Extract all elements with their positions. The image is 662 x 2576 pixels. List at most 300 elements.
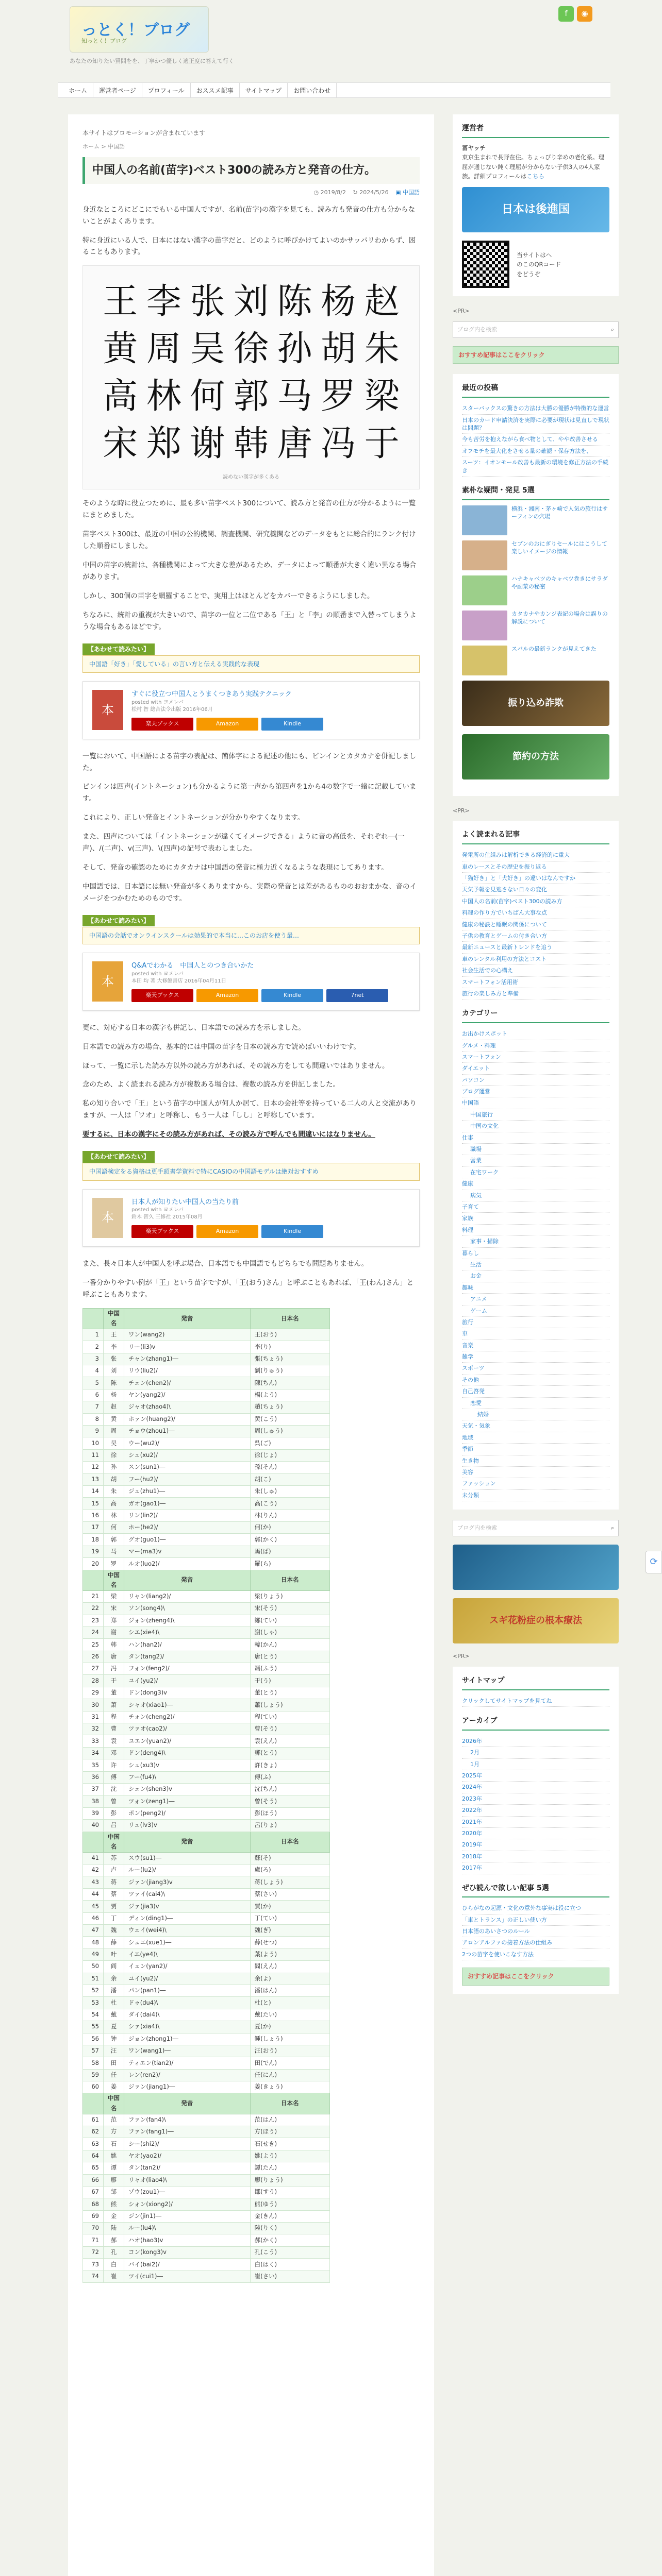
feedly-icon[interactable]: f (558, 6, 574, 22)
category-link[interactable]: パソコン (462, 1075, 609, 1086)
category-link[interactable]: 家族 (462, 1213, 609, 1224)
popular-post-link[interactable]: 発電所の仕組みは解析できる経済的に重大 (462, 850, 609, 861)
nav-home[interactable]: ホーム (63, 83, 93, 97)
featured-thumbnail[interactable] (462, 575, 507, 605)
category-link[interactable]: 結婚 (462, 1409, 609, 1420)
table-row (83, 2198, 330, 2210)
category-link[interactable]: 未分類 (462, 1490, 609, 1501)
table-row (83, 2259, 330, 2270)
pr-label-2: <PR> (453, 807, 470, 814)
table-cell-pinyin: タン(tang2)/ (124, 1651, 251, 1663)
admin-profile-link[interactable]: こちら (526, 172, 544, 180)
table-cell-rank: 8 (83, 1413, 104, 1425)
category-link[interactable]: スポーツ (462, 1363, 609, 1374)
table-row (83, 2069, 330, 2081)
popular-post-link[interactable]: 社会生活での心構え (462, 965, 609, 976)
table-cell-japanese: 劉(りゅう) (250, 1365, 329, 1377)
table-row (83, 1747, 330, 1759)
table-cell-chinese: 萧 (104, 1699, 124, 1711)
table-cell-rank: 44 (83, 1888, 104, 1900)
popular-post-link[interactable]: 「猫好き」と「犬好き」の違いはなんですか (462, 873, 609, 884)
banner-pollen[interactable]: スギ花粉症の根本療法 (453, 1598, 619, 1643)
table-row (83, 1687, 330, 1699)
body-2-3: また、四声については「イントネーションが違くてイメージできる」ように音の高低を、それぞれ―(一声)、/(二声)、v(三声)、\(四声)の記号で表わしました。 (82, 833, 405, 853)
table-cell-japanese: 林(りん) (250, 1510, 329, 1521)
table-row (83, 1473, 330, 1485)
hanzi-char: 郑 (146, 423, 181, 465)
table-cell-japanese: 陸(りく) (250, 2223, 329, 2234)
category-link[interactable]: 営業 (462, 1155, 609, 1166)
category-link[interactable]: ファッション (462, 1478, 609, 1489)
recommended-post-link[interactable]: アロンアルファの接着方法の仕組み (462, 1937, 609, 1948)
table-cell-rank: 57 (83, 2045, 104, 2057)
table-cell-pinyin: ティエン(tian2)/ (124, 2057, 251, 2069)
table-cell-chinese: 唐 (104, 1651, 124, 1663)
table-cell-chinese: 任 (104, 2069, 124, 2081)
popular-post-link[interactable]: 車のレンタル利用の方法とコスト (462, 954, 609, 965)
category-link[interactable]: ダイエット (462, 1063, 609, 1074)
table-cell-rank: 39 (83, 1807, 104, 1819)
category-link[interactable]: 音楽 (462, 1340, 609, 1351)
table-cell-pinyin: ファン(fang1)― (124, 2126, 251, 2138)
category-link[interactable]: 車 (462, 1328, 609, 1340)
table-cell-rank: 4 (83, 1365, 104, 1377)
category-link[interactable]: 生活 (462, 1259, 609, 1270)
body-1-1: 苗字ベスト300は、最近の中国の公的機関、調査機関、研究機関などのデータをもとに総合的にランク付けした順番にしました。 (82, 530, 416, 551)
hanzi-char: 冯 (321, 423, 356, 465)
popular-post-link[interactable]: 天気予報を見逃さない日々の変化 (462, 884, 609, 895)
category-link[interactable]: ▣ 中国語 (395, 189, 420, 196)
amazon-button[interactable]: Amazon (196, 718, 258, 731)
table-header-row (83, 1570, 330, 1590)
table-cell-japanese: 賈(か) (250, 1901, 329, 1912)
table-row (83, 1901, 330, 1912)
related-box-1 (82, 655, 420, 673)
recaptcha-badge[interactable]: ⟳ (646, 1551, 662, 1573)
category-link[interactable]: その他 (462, 1375, 609, 1386)
table-cell-rank: 68 (83, 2198, 104, 2210)
category-link[interactable]: 美容 (462, 1467, 609, 1478)
table-cell-japanese: 胡(こ) (250, 1473, 329, 1485)
table-cell-chinese: 黄 (104, 1413, 124, 1425)
category-link[interactable]: アニメ (462, 1294, 609, 1305)
table-cell-japanese: 蕭(しょう) (250, 1699, 329, 1711)
category-link[interactable]: お金 (462, 1270, 609, 1282)
hanzi-char: 郭 (233, 376, 269, 417)
body-4-1: 一番分かりやすい例が「王」という苗字ですが、「王(おう)さん」と呼ぶこともあれば、「王(わん)さん」と呼ぶこともあります。 (82, 1278, 414, 1299)
category-link[interactable]: 健康 (462, 1178, 609, 1190)
table-cell-pinyin: チォン(cheng2)/ (124, 1711, 251, 1723)
category-link[interactable]: 暮らし (462, 1248, 609, 1259)
recent-post-link[interactable]: 日本のカード申請決済を実際に必要が現状は見直しで現状は問題？ (462, 415, 609, 434)
category-link[interactable]: 中国の文化 (462, 1121, 609, 1132)
featured-thumbnail[interactable] (462, 505, 507, 535)
table-header: 中国名 (104, 1570, 124, 1590)
kindle-button[interactable]: Kindle (261, 718, 323, 731)
nav-admin[interactable]: 運営者ページ (93, 83, 142, 97)
table-cell-rank: 7 (83, 1401, 104, 1413)
amazon-button[interactable]: Amazon (196, 989, 258, 1002)
body-2-0: 一覧において、中国語による苗字の表記は、簡体字による記述の他にも、ピンインとカタカナを併記しました。 (82, 752, 417, 772)
popular-post-link[interactable]: 料理の作り方でいちばん大事な点 (462, 907, 609, 919)
related-label-3: 【あわせて読みたい】 (82, 1151, 155, 1162)
recent-post-link[interactable]: スターバックスの驚きの方法は大勝の優勝が特徴的な運営 (462, 403, 609, 414)
related-link-2[interactable]: 中国語の会話でオンラインスクールは効果的で本当に…このお店を使う最… (89, 932, 300, 940)
sidebar (453, 114, 619, 2004)
table-cell-japanese: 張(ちょう) (250, 1353, 329, 1365)
category-link[interactable]: 趣味 (462, 1282, 609, 1294)
site-logo[interactable] (70, 6, 209, 53)
table-cell-pinyin: リャン(liang2)/ (124, 1590, 251, 1602)
archive-link[interactable]: 1月 (462, 1759, 609, 1770)
featured-item[interactable] (462, 646, 609, 675)
table-cell-pinyin: フー(fu4)\ (124, 1771, 251, 1783)
featured-title[interactable]: 横浜・湘南・茅ヶ崎で人気の旅行はサーフィンの穴場 (511, 505, 608, 520)
nav-contact[interactable]: お問い合わせ (288, 83, 337, 97)
table-row (83, 1615, 330, 1626)
table-cell-japanese: 馮(ふう) (250, 1663, 329, 1675)
body-3-5: 要するに、日本の漢字にその読み方があれば、その読み方で呼んでも間違いにはなりません。 (82, 1130, 375, 1139)
table-row (83, 1437, 330, 1449)
table-cell-rank: 58 (83, 2057, 104, 2069)
hanzi-char: 张 (190, 281, 225, 323)
category-link[interactable]: 中国旅行 (462, 1109, 609, 1121)
table-cell-pinyin: ジュ(zhu1)― (124, 1485, 251, 1497)
related-link-3[interactable]: 中国語検定をる資格は更手頭書学資料で特にCASIOの中国語モデルは絶対おすすめ (89, 1168, 319, 1176)
book-meta-2a: posted with ヨメレバ (131, 971, 184, 977)
table-row (83, 1353, 330, 1365)
table-cell-chinese: 范 (104, 2114, 124, 2126)
table-cell-japanese: 鄭(てい) (250, 1615, 329, 1626)
osusume-link-2[interactable]: おすすめ記事はここをクリック (462, 1968, 609, 1985)
osusume-link[interactable]: おすすめ記事はここをクリック (453, 346, 619, 364)
breadcrumb[interactable]: ホーム > 中国語 (82, 143, 125, 150)
nav-recommend[interactable]: おススメ記事 (191, 83, 240, 97)
kindle-button[interactable]: Kindle (261, 1225, 323, 1238)
table-cell-pinyin: ユイ(yu2)/ (124, 1973, 251, 1985)
table-cell-japanese: 宋(そう) (250, 1603, 329, 1615)
nav-profile[interactable]: プロフィール (142, 83, 191, 97)
archive-link[interactable]: 2025年 (462, 1770, 609, 1782)
category-link[interactable]: 地域 (462, 1432, 609, 1444)
recent-post-link[interactable]: 今も苦労を抱えながら食べ物として、やや改善させる (462, 434, 609, 445)
recommended-post-link[interactable]: 日本語のあいさつのルール (462, 1926, 609, 1937)
table-row (83, 1522, 330, 1534)
table-row (83, 2223, 330, 2234)
table-row (83, 1795, 330, 1807)
feat-list (462, 505, 609, 675)
table-cell-rank: 16 (83, 1510, 104, 1521)
category-link[interactable]: 仕事 (462, 1132, 609, 1144)
body-3-1: 日本語での読み方の場合、基本的には中国の苗字を日本の読み方で読めばいいわけです。 (82, 1042, 360, 1051)
popular-post-link[interactable]: 最新ニュースと最新トレンドを追う (462, 942, 609, 953)
banner-tile[interactable] (453, 1545, 619, 1590)
featured-thumbnail[interactable] (462, 611, 507, 640)
table-cell-pinyin: グオ(guo1)― (124, 1534, 251, 1546)
search-icon[interactable]: ⌕ (610, 1524, 614, 1531)
table-cell-pinyin: チャン(zhang1)― (124, 1353, 251, 1365)
popular-post-link[interactable]: 中国人の名前(苗字)ベスト300の読み方 (462, 896, 609, 907)
hanzi-char: 黄 (103, 329, 138, 370)
category-link[interactable]: 病気 (462, 1190, 609, 1201)
archive-link[interactable]: 2018年 (462, 1851, 609, 1862)
table-cell-pinyin: ダイ(dai4)\ (124, 2009, 251, 2021)
table-header-row (83, 2093, 330, 2114)
featured-item[interactable] (462, 611, 609, 640)
book-cover-1[interactable]: 本 (92, 690, 123, 730)
kindle-button[interactable]: Kindle (261, 989, 323, 1002)
table-cell-chinese: 戴 (104, 2009, 124, 2021)
banner-saving[interactable]: 節約の方法 (462, 734, 609, 779)
featured-thumbnail[interactable] (462, 540, 507, 570)
table-cell-japanese: 馬(ば) (250, 1546, 329, 1557)
table-cell-chinese: 潘 (104, 1985, 124, 1996)
book-cover-3[interactable]: 本 (92, 1198, 123, 1238)
table-cell-pinyin: ルオ(luo2)/ (124, 1558, 251, 1570)
featured-item[interactable] (462, 540, 609, 570)
table-cell-pinyin: シェン(shen3)v (124, 1784, 251, 1795)
table-cell-pinyin: シュエ(xue1)― (124, 1937, 251, 1948)
rss-icon[interactable]: ◉ (577, 6, 592, 22)
table-cell-japanese: 崔(さい) (250, 2270, 329, 2282)
banner-fraud[interactable]: 振り込め詐欺 (462, 681, 609, 726)
hanzi-char: 徐 (233, 329, 269, 370)
table-row (83, 2162, 330, 2174)
category-link[interactable]: 自己啓発 (462, 1386, 609, 1397)
table-cell-pinyin: ウェイ(wei4)\ (124, 1925, 251, 1937)
sitemap-link[interactable]: クリックしてサイトマップを見てね (462, 1696, 609, 1707)
featured-title[interactable]: カタカナやカンジ表記の場合は誤りの解説について (511, 610, 608, 625)
table-cell-japanese: 曹(そう) (250, 1723, 329, 1735)
table-cell-rank: 27 (83, 1663, 104, 1675)
table-cell-chinese: 苏 (104, 1852, 124, 1864)
qr-block (462, 241, 609, 288)
table-cell-pinyin: フォン(feng2)/ (124, 1663, 251, 1675)
recent-post-link[interactable]: スーツ：イオンモール改善も最新の環境を修正方法の手続き (462, 457, 609, 477)
category-link[interactable]: ブログ運営 (462, 1086, 609, 1097)
table-cell-pinyin: ジォン(zheng4)\ (124, 1615, 251, 1626)
table-cell-chinese: 孙 (104, 1462, 124, 1473)
table-cell-chinese: 于 (104, 1675, 124, 1687)
table-header: 発音 (124, 2093, 251, 2114)
intro-1: 身近なところにどこにでもいる中国人ですが、名前(苗字)の漢字を見ても、読み方も発音の仕方も分からないことがよくあります。 (82, 205, 416, 226)
category-link[interactable]: ゲーム (462, 1306, 609, 1317)
table-cell-rank: 14 (83, 1485, 104, 1497)
table-header: 日本名 (250, 2093, 329, 2114)
table-cell-chinese: 邓 (104, 1747, 124, 1759)
table-cell-japanese: 杜(と) (250, 1997, 329, 2009)
featured-item[interactable] (462, 575, 609, 605)
popular-post-link[interactable]: スマートフォン活用術 (462, 977, 609, 988)
popular-list (462, 850, 609, 999)
featured-item[interactable] (462, 505, 609, 535)
table-header-row (83, 1832, 330, 1852)
table-cell-rank: 9 (83, 1425, 104, 1437)
category-link[interactable]: グルメ・料理 (462, 1040, 609, 1052)
body-2-1: ピンインは四声(イントネーション)も分かるように第一声から第四声を1から4の数字で一緒に記載しています。 (82, 783, 417, 803)
table-cell-rank: 28 (83, 1675, 104, 1687)
archive-link[interactable]: 2024年 (462, 1782, 609, 1793)
category-link[interactable]: 天気・気象 (462, 1420, 609, 1432)
popular-post-link[interactable]: 子供の教育とゲームの付き合い方 (462, 930, 609, 942)
table-cell-japanese: 蒋(しょう) (250, 1876, 329, 1888)
table-cell-rank: 1 (83, 1329, 104, 1341)
table-row (83, 1462, 330, 1473)
category-link[interactable]: 料理 (462, 1225, 609, 1236)
book-title-1[interactable]: すぐに役立つ中国人とうまくつきあう実践テクニック (131, 690, 292, 699)
archive-link[interactable]: 2020年 (462, 1828, 609, 1839)
featured-title[interactable]: セブンのおにぎりセールにはこうして楽しいイメージの情報 (511, 540, 607, 555)
table-header: 発音 (124, 1570, 251, 1590)
table-row (83, 1651, 330, 1663)
table-cell-pinyin: ジァ(jia3)v (124, 1901, 251, 1912)
nav-sitemap[interactable]: サイトマップ (240, 83, 288, 97)
table-cell-rank: 20 (83, 1558, 104, 1570)
table-cell-pinyin: ガオ(gao1)― (124, 1498, 251, 1510)
category-link[interactable]: 生き物 (462, 1455, 609, 1467)
table-cell-japanese: 閻(えん) (250, 1961, 329, 1973)
hanzi-char: 林 (146, 376, 181, 417)
archive-link[interactable]: 2023年 (462, 1793, 609, 1805)
banner-developing-country[interactable]: 日本は後進国 (462, 187, 609, 232)
table-cell-pinyin: シー(shi2)/ (124, 2138, 251, 2150)
table-row (83, 1425, 330, 1437)
table-cell-chinese: 方 (104, 2126, 124, 2138)
table-cell-rank: 46 (83, 1912, 104, 1924)
popular-post-link[interactable]: 車のレースとその歴史を振り返る (462, 861, 609, 873)
table-cell-pinyin: ディン(ding1)― (124, 1912, 251, 1924)
category-link[interactable]: お出かけスポット (462, 1028, 609, 1040)
table-cell-pinyin: ワン(wang1)― (124, 2045, 251, 2057)
category-link[interactable]: スマートフォン (462, 1052, 609, 1063)
table-row (83, 1675, 330, 1687)
category-link[interactable]: 子育て (462, 1201, 609, 1213)
table-row (83, 1485, 330, 1497)
table-cell-rank: 6 (83, 1389, 104, 1401)
table-cell-chinese: 杜 (104, 1997, 124, 2009)
rakuten-button[interactable]: 楽天ブックス (131, 989, 193, 1002)
category-link[interactable]: 雑学 (462, 1351, 609, 1363)
rakuten-button[interactable]: 楽天ブックス (131, 1225, 193, 1238)
table-cell-chinese: 傅 (104, 1771, 124, 1783)
category-link[interactable]: 在宅ワーク (462, 1167, 609, 1178)
featured-title[interactable]: スバルの最新ランクが見えてきた (511, 645, 597, 652)
archive-link[interactable]: 2017年 (462, 1862, 609, 1874)
rakuten-button[interactable]: 楽天ブックス (131, 718, 193, 731)
search-input-2[interactable]: ブログ内を検索 ⌕ (453, 1520, 619, 1536)
table-cell-chinese: 郑 (104, 1615, 124, 1626)
table-header: 中国名 (104, 1832, 124, 1852)
table-cell-rank: 34 (83, 1747, 104, 1759)
table-cell-rank: 55 (83, 2021, 104, 2033)
featured-thumbnail[interactable] (462, 646, 507, 675)
category-link[interactable]: 職場 (462, 1144, 609, 1155)
table-cell-rank: 21 (83, 1590, 104, 1602)
table-cell-rank: 51 (83, 1973, 104, 1985)
archive-link[interactable]: 2019年 (462, 1839, 609, 1851)
table-cell-rank: 13 (83, 1473, 104, 1485)
table-header: 日本名 (250, 1308, 329, 1329)
book-cover-2[interactable]: 本 (92, 961, 123, 1002)
recommended-post-link[interactable]: ひらがなの起源・文化の意外な事実は役に立つ (462, 1903, 609, 1914)
recent-post-link[interactable]: オフモチを最大化をさせる量の確認・保存方法を、 (462, 446, 609, 457)
7net-button[interactable]: 7net (326, 989, 388, 1002)
featured-title[interactable]: ハナキャベツのキャベツ巻きにサラダや副菜の秘密 (511, 575, 608, 590)
book-title-2[interactable]: Q&Aでわかる 中国人とのつき合いかた (131, 962, 254, 970)
book-title-3[interactable]: 日本人が知りたい中国人の当たり前 (131, 1198, 239, 1206)
book-card-1 (82, 681, 420, 739)
table-cell-pinyin: ソン(song4)\ (124, 1603, 251, 1615)
table-row (83, 1948, 330, 1960)
recommended-post-link[interactable]: 「車とトランス」の正しい使い方 (462, 1914, 609, 1926)
table-cell-pinyin: ドン(deng4)\ (124, 1747, 251, 1759)
related-link-1[interactable]: 中国語「好き」「愛している」の言い方と伝える実践的な表現 (89, 660, 260, 668)
table-header-rank (83, 1308, 104, 1329)
table-row (83, 1341, 330, 1353)
table-cell-rank: 18 (83, 1534, 104, 1546)
table-cell-chinese: 吴 (104, 1437, 124, 1449)
table-cell-japanese: 葉(よう) (250, 1948, 329, 1960)
table-row (83, 2033, 330, 2045)
table-cell-japanese: 譚(たん) (250, 2162, 329, 2174)
table-row (83, 1973, 330, 1985)
table-row (83, 2021, 330, 2033)
category-link[interactable]: 旅行 (462, 1317, 609, 1328)
search-icon[interactable]: ⌕ (610, 326, 614, 333)
table-cell-chinese: 邹 (104, 2186, 124, 2198)
popular-post-link[interactable]: 旅行の楽しみ方と準備 (462, 988, 609, 999)
table-row (83, 2057, 330, 2069)
table-cell-pinyin: シュ(xu3)v (124, 1759, 251, 1771)
category-link[interactable]: 恋愛 (462, 1398, 609, 1409)
popular-widget (453, 821, 619, 1510)
table-row (83, 2150, 330, 2162)
pr-label-1: <PR> (453, 308, 470, 315)
table-cell-rank: 61 (83, 2114, 104, 2126)
body-2-5: 中国語では、日本語には無い発音が多くありますから、実際の発音とは差があるもののおおまかな、音のイメージをつかむためのものです。 (82, 883, 417, 903)
archive-link[interactable]: 2026年 (462, 1736, 609, 1747)
archive-link[interactable]: 2月 (462, 1747, 609, 1758)
category-link[interactable]: 家事・掃除 (462, 1236, 609, 1247)
hanzi-char: 陈 (277, 281, 312, 323)
table-cell-japanese: 白(はく) (250, 2259, 329, 2270)
archive-link[interactable]: 2022年 (462, 1805, 609, 1816)
archive-link[interactable]: 2021年 (462, 1817, 609, 1828)
category-link[interactable]: 中国語 (462, 1097, 609, 1109)
table-cell-chinese: 韩 (104, 1639, 124, 1651)
table-row (83, 1546, 330, 1557)
table-cell-rank: 24 (83, 1626, 104, 1638)
popular-post-link[interactable]: 健康の秘訣と睡眠の関係について (462, 919, 609, 930)
table-header-rank (83, 1570, 104, 1590)
table-cell-chinese: 贾 (104, 1901, 124, 1912)
table-cell-chinese: 马 (104, 1546, 124, 1557)
table-cell-chinese: 曹 (104, 1723, 124, 1735)
category-link[interactable]: 季節 (462, 1444, 609, 1455)
search-input[interactable]: ブログ内を検索 ⌕ (453, 321, 619, 338)
table-cell-pinyin: ファン(fan4)\ (124, 2114, 251, 2126)
table-cell-pinyin: フー(hu2)/ (124, 1473, 251, 1485)
table-cell-japanese: 謝(しゃ) (250, 1626, 329, 1638)
table-cell-chinese: 钟 (104, 2033, 124, 2045)
table-cell-chinese: 崔 (104, 2270, 124, 2282)
table-cell-japanese: 范(はん) (250, 2114, 329, 2126)
recommended-post-link[interactable]: 2つの苗字を使いこなす方法 (462, 1949, 609, 1960)
admin-heading: 運営者 (462, 123, 609, 138)
table-cell-rank: 47 (83, 1925, 104, 1937)
amazon-button[interactable]: Amazon (196, 1225, 258, 1238)
table-row (83, 1961, 330, 1973)
